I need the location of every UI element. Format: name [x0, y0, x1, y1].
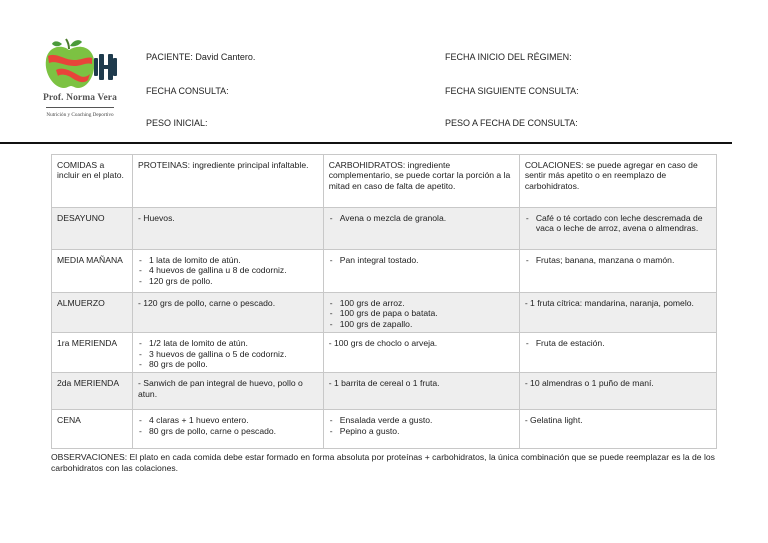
header-divider	[0, 142, 732, 144]
list-item: - 4 huevos de gallina u 8 de codorniz.	[138, 265, 318, 275]
list-item: - Avena o mezcla de granola.	[329, 213, 514, 223]
snack-list	[525, 298, 711, 308]
consult-date-field: FECHA CONSULTA:	[146, 86, 229, 96]
list-item: - 120 grs de pollo, carne o pescado.	[137, 298, 276, 308]
list-item: - Huevos.	[137, 213, 175, 223]
list-item: - Pan integral tostado.	[329, 255, 514, 265]
apple-dumbbell-logo-icon	[42, 36, 118, 92]
meal-name: DESAYUNO	[52, 208, 133, 250]
next-consult-date-field: FECHA SIGUIENTE CONSULTA:	[445, 86, 579, 96]
protein-list	[138, 255, 318, 286]
list-item: - Ensalada verde a gusto.	[329, 415, 514, 425]
list-item: - 1/2 lata de lomito de atún.	[138, 338, 318, 348]
initial-weight-field: PESO INICIAL:	[146, 118, 208, 128]
table-row	[52, 208, 717, 250]
list-item: - Sanwich de pan integral de huevo, pollo o atun.	[137, 378, 303, 399]
meal-name: 1ra MERIENDA	[52, 333, 133, 373]
table-row	[52, 293, 717, 333]
protein-list	[138, 298, 318, 308]
list-item: - 1 barrita de cereal o 1 fruta.	[328, 378, 440, 389]
weight-at-consult-field: PESO A FECHA DE CONSULTA:	[445, 118, 578, 128]
carb-list	[329, 338, 514, 348]
list-item: - 80 grs de pollo, carne o pescado.	[138, 426, 318, 436]
observations: OBSERVACIONES: El plato en cada comida debe estar formado en forma absoluta por proteínas + carbohidratos, la única combinación que se puede reemplazar es la de los carbohidratos con las colaciones.	[51, 452, 715, 473]
list-item: - 1 lata de lomito de atún.	[138, 255, 318, 265]
protein-list	[138, 213, 318, 223]
list-item: - 100 grs de arroz.	[329, 298, 514, 308]
carb-list	[329, 378, 514, 388]
logo-divider	[46, 107, 114, 108]
header-cell-snacks: COLACIONES: se puede agregar en caso de sentir más apetito o en reemplazo de carbohidratos.	[519, 155, 716, 208]
meal-name: ALMUERZO	[52, 293, 133, 333]
carb-list	[329, 213, 514, 223]
list-item: - Frutas; banana, manzana o mamón.	[525, 255, 711, 265]
list-item: - Gelatina light.	[524, 415, 583, 426]
list-item: - Café o té cortado con leche descremada de vaca o leche de arroz, avena o almendras.	[525, 213, 711, 234]
carb-list	[329, 415, 514, 436]
snack-list	[525, 213, 711, 234]
logo-name: Prof. Norma Vera	[43, 93, 117, 103]
snack-list	[525, 415, 711, 425]
list-item: - 3 huevos de gallina o 5 de codorniz.	[138, 349, 318, 359]
meal-name: 2da MERIENDA	[52, 373, 133, 410]
header-cell-meals: COMIDAS a incluir en el plato.	[52, 155, 133, 208]
list-item: - 100 grs de choclo o arveja.	[328, 338, 438, 349]
meal-name: MEDIA MAÑANA	[52, 250, 133, 293]
meal-plan-table	[51, 154, 717, 449]
regimen-start-date-field: FECHA INICIO DEL RÉGIMEN:	[445, 52, 572, 62]
table-row	[52, 373, 717, 410]
list-item: - Pepino a gusto.	[329, 426, 514, 436]
list-item: - 100 grs de zapallo.	[329, 319, 514, 329]
protein-list	[138, 378, 318, 399]
snack-list	[525, 255, 711, 265]
logo-subtitle: Nutrición y Coaching Deportivo	[46, 112, 114, 118]
list-item: - 100 grs de papa o batata.	[329, 308, 514, 318]
header-cell-carbs: CARBOHIDRATOS: ingrediente complementario, se puede cortar la porción a la mitad en caso de falta de apetito.	[323, 155, 519, 208]
snack-list	[525, 338, 711, 348]
table-row	[52, 250, 717, 293]
snack-list	[525, 378, 711, 388]
list-item: - 80 grs de pollo.	[138, 359, 318, 369]
protein-list	[138, 415, 318, 436]
table-row	[52, 333, 717, 373]
meal-name: CENA	[52, 410, 133, 449]
table-row	[52, 410, 717, 449]
logo	[30, 36, 130, 126]
patient-field: PACIENTE: David Cantero.	[146, 52, 256, 62]
carb-list	[329, 255, 514, 265]
header-cell-proteins: PROTEINAS: ingrediente principal infaltable.	[132, 155, 323, 208]
carb-list	[329, 298, 514, 329]
list-item: - 1 fruta cítrica: mandarina, naranja, pomelo.	[524, 298, 694, 308]
list-item: - 4 claras + 1 huevo entero.	[138, 415, 318, 425]
protein-list	[138, 338, 318, 369]
list-item: - 10 almendras o 1 puño de maní.	[524, 378, 654, 389]
list-item: - 120 grs de pollo.	[138, 276, 318, 286]
table-header-row	[52, 155, 717, 208]
list-item: - Fruta de estación.	[525, 338, 711, 348]
